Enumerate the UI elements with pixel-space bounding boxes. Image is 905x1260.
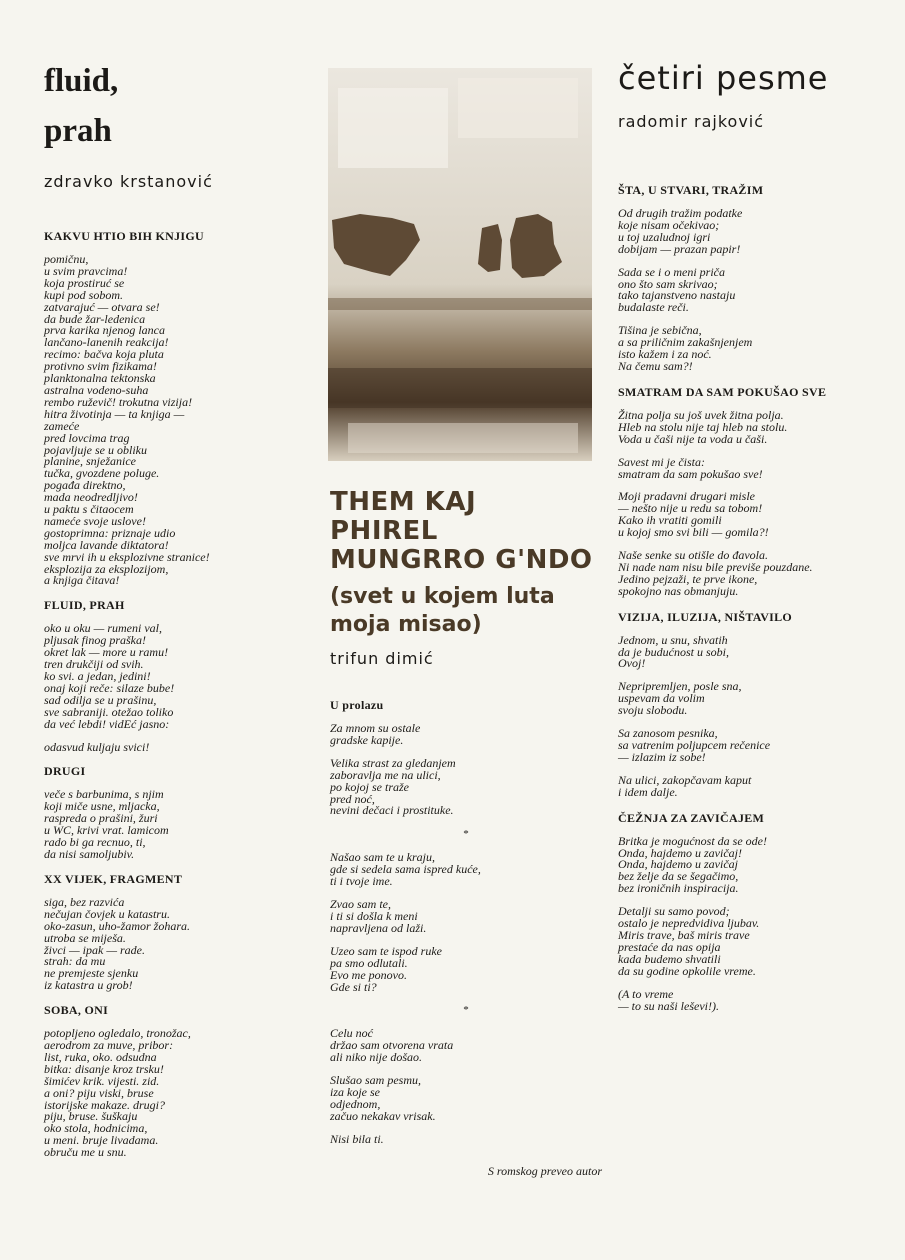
poem-line: aerodrom za muve, pribor:	[44, 1038, 174, 1053]
poem-stanza	[618, 772, 876, 799]
poem-heading: KAKVU HTIO BIH KNJIGU	[44, 229, 204, 243]
middle-subtitle-line: moja misao)	[330, 612, 482, 637]
poem-stanza	[618, 632, 876, 671]
poem-stanza	[618, 407, 876, 446]
poem-line: koje nisam očekivao;	[618, 217, 720, 232]
poem-line: uspevam da volim	[618, 691, 705, 706]
poem-line: tako tajanstveno nastaju	[618, 288, 736, 303]
poem-line: zameće	[44, 418, 80, 433]
poem-line: kupi pod sobom.	[44, 287, 123, 302]
poem-line: Zvao sam te,	[330, 897, 391, 912]
poem-line: Onda, hajdemo u zavičaj	[618, 857, 738, 872]
poem-line: i ti si došla k meni	[330, 908, 418, 923]
poem-stanza	[618, 491, 876, 539]
poem-line: ko svi. a jedan, jedini!	[44, 669, 151, 683]
poem-line: pa smo odlutali.	[330, 955, 408, 970]
poem-line: — to su naši leševi!).	[618, 998, 719, 1013]
poem-line: da je budućnost u sobi,	[618, 644, 729, 659]
poem-line: istorijske makaze. drugi?	[44, 1097, 165, 1112]
middle-subtitle-line: (svet u kojem luta	[330, 584, 555, 609]
poem-line: astralna vodeno-suha	[44, 382, 149, 397]
poem-line: da bude žar-ledenica	[44, 311, 146, 326]
poem-line: sve sabraniji. otežao toliko	[44, 704, 174, 719]
left-column	[44, 0, 306, 1170]
poem-heading: VIZIJA, ILUZIJA, NIŠTAVILO	[618, 609, 793, 624]
poem-stanza	[618, 833, 876, 896]
poem-line: tren drukčiji od svih.	[44, 657, 144, 672]
poem-stanza	[330, 723, 602, 747]
poem-section	[44, 229, 306, 587]
poem-line: koja prostiruć se	[44, 275, 125, 290]
poem-line: nevini dečaci i prostituke.	[330, 803, 454, 818]
poem-line: sad odilja se u prašinu,	[44, 692, 157, 707]
poem-line: ne premjeste sjenku	[44, 966, 139, 981]
poem-heading: DRUGI	[44, 764, 86, 779]
poem-stanza	[330, 852, 602, 888]
poem-line: živci — ipak — rade.	[44, 942, 145, 957]
poem-line: bez želje da se šegačimo,	[618, 869, 739, 884]
poem-stanza	[618, 454, 876, 481]
poem-line: Uzeo sam te ispod ruke	[330, 943, 442, 958]
poem-line: oko-zasun, uho-žamor žohara.	[44, 918, 191, 933]
poem-line: po kojoj se traže	[330, 779, 409, 794]
left-title	[44, 56, 306, 156]
poem-stanza	[330, 1131, 602, 1146]
poem-line: Jednom, u snu, shvatih	[618, 632, 728, 647]
poem-line: isto kažem i za noć.	[618, 347, 712, 362]
poem-line: gradske kapije.	[330, 732, 404, 747]
poem-line: svoju slobodu.	[618, 703, 688, 718]
poem-heading: XX VIJEK, FRAGMENT	[44, 871, 183, 886]
poem-line: list, ruka, oko. odsudna	[44, 1049, 157, 1064]
poem-line: Savest mi je čista:	[618, 454, 705, 469]
poem-line: protivno svim fizikama!	[44, 359, 157, 374]
poem-line: napravljena od laži.	[330, 920, 427, 935]
poem-heading: SMATRAM DA SAM POKUŠAO SVE	[618, 384, 827, 399]
poem-line: začuo nekakav vrisak.	[330, 1108, 436, 1123]
poem-line: Za mnom su ostale	[330, 721, 421, 735]
poem-line: gostoprimna: priznaje udio	[44, 525, 176, 540]
poem-line: oko u oku — rumeni val,	[44, 621, 162, 636]
poem-stanza	[330, 1075, 602, 1123]
rock-shape-2	[478, 224, 502, 272]
poem-line: sa vatrenim poljupcem rečenice	[618, 738, 771, 752]
poem-line: Ovoj!	[618, 656, 646, 671]
poem-line: držao sam otvorena vrata	[330, 1038, 454, 1053]
poem-heading: FLUID, PRAH	[44, 598, 125, 613]
left-poems	[44, 229, 306, 1159]
poem-stanza	[618, 986, 876, 1013]
poem-line: Velika strast za gledanjem	[330, 755, 456, 770]
middle-poems	[330, 723, 602, 1146]
middle-subtitle	[330, 583, 602, 639]
poem-line: ostalo je nepredvidiva ljubav.	[618, 916, 760, 931]
poem-line: ali niko nije došao.	[330, 1050, 422, 1065]
poem-stanza	[44, 739, 306, 754]
poem-line: Na ulici, zakopčavam kaput	[618, 772, 752, 787]
poem-stanza	[44, 623, 306, 730]
poem-stanza	[330, 1028, 602, 1064]
right-author: radomir rajković	[618, 112, 765, 131]
poem-line: pljusak finog praška!	[44, 633, 146, 648]
middle-title-line: THEM KAJ	[330, 487, 477, 517]
poem-line: Kako ih vratiti gomili	[618, 513, 722, 528]
poem-line: Naše senke su otišle do đavola.	[618, 548, 768, 563]
poem-line: raspreda o prašini, žuri	[44, 811, 158, 826]
poem-separator: *	[463, 1004, 469, 1017]
poem-line: dobijam — prazan papir!	[618, 241, 741, 256]
poem-stanza	[330, 755, 602, 818]
poem-stanza	[618, 550, 876, 598]
poem-line: Miris trave, baš miris trave	[618, 927, 750, 942]
poem-line: piju, bruse. šuškaju	[44, 1109, 138, 1124]
poem-stanza	[618, 728, 876, 764]
poem-line: pogađa direktno,	[44, 478, 126, 493]
poem-line: Sada se i o meni priča	[618, 264, 725, 279]
poem-line: Celu noć	[330, 1026, 373, 1041]
poem-line: u meni. bruje livadama.	[44, 1133, 159, 1148]
poem-section	[618, 183, 876, 373]
middle-title-line: MUNGRRO G'NDO	[330, 545, 593, 575]
poem-line: veče s barbunima, s njim	[44, 787, 164, 802]
poem-line: Našao sam te u kraju,	[330, 850, 435, 865]
poem-line: u WC, krivi vrat. lamicom	[44, 823, 169, 838]
poem-line: planine, snježanice	[44, 454, 136, 469]
poem-line: Hleb na stolu nije taj hleb na stolu.	[618, 419, 788, 434]
poem-line: Detalji su samo povod;	[618, 904, 730, 919]
poem-line: Voda u čaši nije ta voda u čaši.	[618, 431, 768, 446]
poem-heading: ŠTA, U STVARI, TRAŽIM	[618, 183, 764, 197]
poem-line: pred noć,	[330, 791, 375, 806]
poem-line: — izlazim iz sobe!	[618, 749, 706, 764]
poem-line: da već lebdi! vidEć jasno:	[44, 716, 170, 731]
poem-separator: *	[463, 828, 469, 841]
poem-line: — nešto nije u redu sa tobom!	[618, 501, 763, 516]
poem-line: Moji pradavni drugari misle	[618, 489, 755, 504]
poem-section	[618, 811, 876, 1013]
poem-section	[44, 1003, 306, 1159]
poem-line: oko stola, hodnicima,	[44, 1121, 148, 1136]
translation-credit: S romskog preveo autor	[487, 1163, 602, 1178]
poem-line: Sa zanosom pesnika,	[618, 726, 718, 741]
poem-line: (A to vreme	[618, 986, 674, 1001]
poem-line: Evo me ponovo.	[330, 967, 407, 982]
poem-line: nameće svoje uslove!	[44, 513, 146, 528]
poem-line: molјca lavande diktatora!	[44, 537, 169, 552]
poem-line: prva karika njenog lanca	[44, 323, 165, 338]
poem-line: i idem dalje.	[618, 784, 678, 799]
right-poems	[618, 183, 876, 1012]
poem-line: hitra životinja — ta knjiga —	[44, 406, 185, 421]
poem-line: iz katastra u grob!	[44, 978, 133, 993]
poem-section	[618, 385, 876, 598]
poem-line: Nisi bila ti.	[330, 1131, 384, 1146]
poem-line: sve mrvi ih u eksplozivne stranice!	[44, 549, 210, 564]
poem-line: Gde si ti?	[330, 979, 377, 994]
poem-line: rembo ruževič! trokutna vizija!	[44, 394, 193, 409]
poem-line: ono što sam skrivao;	[618, 276, 718, 291]
poem-line: rado bi ga recnuo, ti,	[44, 835, 146, 850]
middle-author: trifun dimić	[330, 649, 434, 668]
poem-heading: SOBA, ONI	[44, 1003, 109, 1018]
poem-line: utroba se miješa.	[44, 930, 126, 945]
poem-stanza	[618, 264, 876, 315]
poem-line: odjednom,	[330, 1096, 381, 1111]
left-title-line1: fluid,	[44, 63, 119, 99]
poem-line: Slušao sam pesmu,	[330, 1073, 422, 1088]
poem-line: Ni nade nam nisu bile previše pouzdane.	[618, 559, 813, 574]
poem-line: lančano-lanenih reakcija!	[44, 335, 169, 350]
poem-line: eksplozija za eksplozijom,	[44, 561, 169, 576]
poem-line: recimo: bačva koja pluta	[44, 347, 164, 362]
poem-line: onaj koji reče: silaze bube!	[44, 680, 175, 695]
poem-line: odasvud kuljaju svici!	[44, 739, 150, 754]
poem-line: Onda, hajdemo u zavičaj!	[618, 845, 742, 860]
poem-line: da su godine opkolile vreme.	[618, 963, 756, 978]
poem-line: okret lak — more u ramu!	[44, 645, 169, 660]
poem-line: u kojoj smo svi bili — gomila?!	[618, 525, 769, 540]
middle-title-line: PHIREL	[330, 516, 438, 546]
artwork-photo	[328, 68, 592, 461]
poem-line: koji miče usne, mljacka,	[44, 799, 160, 814]
middle-title	[330, 488, 602, 575]
poem-heading: ČEŽNJA ZA ZAVIČAJEM	[618, 810, 765, 825]
poem-line: šimićev krik. vijesti. zid.	[44, 1073, 160, 1088]
poem-line: da nisi samoljubiv.	[44, 846, 135, 861]
poem-line: Žitna polja su još uvek žitna polja.	[618, 407, 784, 422]
poem-stanza	[44, 789, 306, 860]
poem-line: Od drugih tražim podatke	[618, 206, 743, 220]
right-column	[618, 0, 876, 1024]
poem-line: a oni? piju viski, bruse	[44, 1085, 154, 1100]
poem-line: nečujan čovjek u katastru.	[44, 906, 170, 921]
poem-line: budalaste reči.	[618, 300, 689, 315]
poem-line: bez ironičnih inspiracija.	[618, 881, 739, 896]
right-title: četiri pesme	[618, 59, 829, 97]
poem-line: u toj uzaludnoj igri	[618, 229, 711, 244]
poem-section	[44, 872, 306, 992]
poem-stanza	[618, 208, 876, 256]
poem-line: zatvarajuć — otvara se!	[44, 299, 160, 314]
poem-line: kada budemo shvatili	[618, 951, 721, 966]
poem-line: u paktu s čitaocem	[44, 502, 134, 517]
poem-line: Na čemu sam?!	[618, 358, 693, 373]
poem-stanza	[44, 894, 306, 993]
poem-stanza	[44, 254, 306, 587]
poem-line: obruču me u snu.	[44, 1145, 127, 1160]
poem-line: tučka, gvozdene poluge.	[44, 466, 160, 481]
poem-line: a sa priličnim zakašnjenjem	[618, 335, 753, 350]
poem-line: Jedino pejzaži, te prve ikone,	[618, 571, 758, 586]
poem-line: pomičnu,	[44, 252, 89, 266]
poem-section	[618, 610, 876, 799]
poem-line: iza koje se	[330, 1085, 380, 1100]
poem-line: Britka je mogućnost da se ode!	[618, 833, 767, 848]
poem-line: spokojno nas obmanjuju.	[618, 583, 739, 598]
poem-stanza	[618, 681, 876, 717]
poem-line: gde si sedela sama ispred kuće,	[330, 862, 481, 877]
left-title-line2: prah	[44, 113, 112, 149]
poem-line: pred lovcima trag	[44, 430, 130, 445]
poem-line: siga, bez razvića	[44, 894, 125, 909]
poem-stanza	[618, 906, 876, 977]
poem-stanza	[44, 1028, 306, 1159]
left-author: zdravko krstanović	[44, 172, 213, 191]
middle-section-heading: U prolazu	[330, 698, 384, 712]
poem-line: potopljeno ogledalo, tronožac,	[44, 1026, 191, 1041]
poem-line: mada neodredljivo!	[44, 490, 138, 505]
poem-line: zaboravlja me na ulici,	[330, 767, 441, 782]
poem-line: pojavljuje se u obliku	[44, 442, 147, 457]
poem-line: ti i tvoje ime.	[330, 874, 393, 889]
poem-line: prestaće da nas opija	[618, 939, 721, 954]
poem-line: strah: da mu	[44, 954, 106, 969]
poem-line: smatram da sam pokušao sve!	[618, 466, 763, 481]
poem-stanza	[330, 899, 602, 935]
middle-column	[330, 488, 602, 1179]
poem-line: a knjiga čitava!	[44, 573, 120, 588]
poem-line: planktonalna tektonska	[44, 371, 156, 386]
poem-line: bitka: disanje kroz trsku!	[44, 1061, 164, 1076]
poem-stanza	[618, 325, 876, 373]
poem-line: Tišina je sebična,	[618, 323, 702, 338]
poem-line: u svim pravcima!	[44, 263, 128, 278]
poem-stanza	[330, 943, 602, 994]
poem-line: Nepripremljen, posle sna,	[618, 679, 742, 694]
poem-section	[44, 598, 306, 753]
poem-section	[44, 764, 306, 860]
